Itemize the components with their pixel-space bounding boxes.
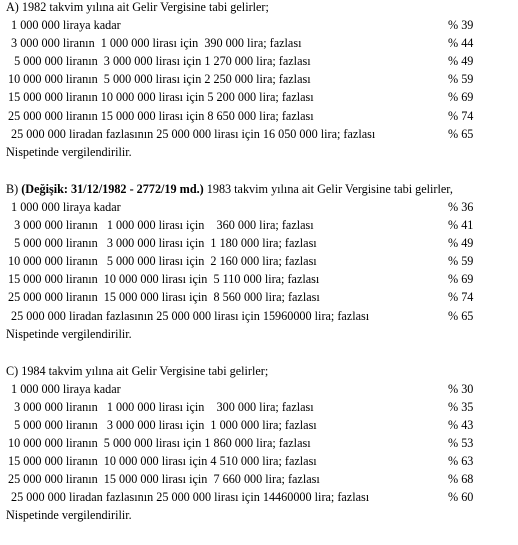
section-closing: Nispetinde vergilendirilir.: [6, 144, 132, 159]
bracket-text: 25 000 000 liradan fazlasının 25 000 000 lirası için 14460000 lira; fazlası: [8, 490, 370, 505]
bracket-rate: % 59: [448, 72, 474, 87]
amendment-note: (Değişik: 31/12/1982 - 2772/19 md.): [21, 181, 204, 196]
bracket-rate: % 49: [448, 236, 474, 251]
bracket-text: 25 000 000 liradan fazlasının 25 000 000 lirası için 15960000 lira; fazlası: [8, 308, 370, 323]
bracket-rate: % 69: [448, 90, 474, 105]
tax-bracket-row: [0, 288, 518, 306]
bracket-rate: % 35: [448, 399, 474, 414]
bracket-text: 15 000 000 liranın 10 000 000 lirası için 4 510 000 lira; fazlası: [8, 454, 317, 469]
bracket-rate: % 74: [448, 108, 474, 123]
bracket-rate: % 41: [448, 218, 474, 233]
tax-bracket-row: [0, 52, 518, 70]
bracket-rate: % 65: [448, 308, 474, 323]
section-a: [0, 0, 518, 161]
section-gap: [0, 161, 518, 180]
heading-prefix: B): [6, 181, 22, 196]
section-b: [0, 180, 518, 343]
tax-bracket-row: [0, 470, 518, 488]
bracket-rate: % 69: [448, 272, 474, 287]
bracket-text: 5 000 000 liranın 3 000 000 lirası için 1 180 000 lira; fazlası: [8, 236, 317, 251]
tax-bracket-row: [0, 434, 518, 452]
bracket-rate: % 53: [448, 436, 474, 451]
bracket-rate: % 74: [448, 290, 474, 305]
tax-bracket-row: [0, 34, 518, 52]
bracket-rate: % 39: [448, 18, 474, 33]
section-closing: Nispetinde vergilendirilir.: [6, 508, 132, 523]
bracket-text: 25 000 000 liradan fazlasının 25 000 000 lirası için 16 050 000 lira; fazlası: [8, 126, 376, 141]
section-heading: [0, 180, 518, 198]
bracket-rate: % 59: [448, 254, 474, 269]
section-heading: C) 1984 takvim yılına ait Gelir Vergisine tabi gelirler;: [6, 363, 269, 378]
tax-bracket-row: [0, 88, 518, 106]
tax-bracket-row: [0, 125, 518, 143]
bracket-text: 3 000 000 liranın 1 000 000 lirası için 360 000 lira; fazlası: [8, 218, 314, 233]
tax-bracket-row: [0, 307, 518, 325]
tax-bracket-row: [0, 488, 518, 506]
tax-bracket-row: [0, 107, 518, 125]
bracket-text: 10 000 000 liranın 5 000 000 lirası için 2 160 000 lira; fazlası: [8, 254, 317, 269]
tax-bracket-row: [0, 216, 518, 234]
bracket-text: 3 000 000 liranın 1 000 000 lirası için 300 000 lira; fazlası: [8, 399, 314, 414]
bracket-rate: % 68: [448, 472, 474, 487]
bracket-text: 25 000 000 liranın 15 000 000 lirası için 8 650 000 lira; fazlası: [8, 108, 314, 123]
bracket-text: 3 000 000 liranın 1 000 000 lirası için 390 000 lira; fazlası: [8, 36, 302, 51]
bracket-rate: % 44: [448, 36, 474, 51]
tax-bracket-row: [0, 16, 518, 34]
tax-bracket-row: [0, 234, 518, 252]
bracket-text: 10 000 000 liranın 5 000 000 lirası için 1 860 000 lira; fazlası: [8, 436, 311, 451]
bracket-text: 15 000 000 liranın 10 000 000 lirası için 5 110 000 lira; fazlası: [8, 272, 320, 287]
tax-bracket-row: [0, 198, 518, 216]
section-closing: Nispetinde vergilendirilir.: [6, 326, 132, 341]
bracket-rate: % 30: [448, 381, 474, 396]
tax-bracket-row: [0, 270, 518, 288]
bracket-text: 25 000 000 liranın 15 000 000 lirası için 8 560 000 lira; fazlası: [8, 290, 320, 305]
section-gap: [0, 343, 518, 362]
bracket-text: 10 000 000 liranın 5 000 000 lirası için 2 250 000 lira; fazlası: [8, 72, 311, 87]
tax-bracket-row: [0, 452, 518, 470]
tax-bracket-row: [0, 380, 518, 398]
bracket-text: 1 000 000 liraya kadar: [8, 381, 121, 396]
bracket-rate: % 36: [448, 199, 474, 214]
section-c: [0, 362, 518, 525]
tax-bracket-row: [0, 416, 518, 434]
bracket-rate: % 60: [448, 490, 474, 505]
bracket-text: 5 000 000 liranın 3 000 000 lirası için 1 000 000 lira; fazlası: [8, 417, 317, 432]
bracket-text: 5 000 000 liranın 3 000 000 lirası için 1 270 000 lira; fazlası: [8, 54, 311, 69]
bracket-text: 15 000 000 liranın 10 000 000 lirası için 5 200 000 lira; fazlası: [8, 90, 314, 105]
section-heading: A) 1982 takvim yılına ait Gelir Vergisine tabi gelirler;: [6, 0, 269, 14]
tax-bracket-row: [0, 398, 518, 416]
tax-bracket-row: [0, 252, 518, 270]
bracket-rate: % 43: [448, 417, 474, 432]
bracket-text: 1 000 000 liraya kadar: [8, 199, 121, 214]
tax-bracket-row: [0, 70, 518, 88]
bracket-text: 25 000 000 liranın 15 000 000 lirası için 7 660 000 lira; fazlası: [8, 472, 320, 487]
bracket-rate: % 63: [448, 454, 474, 469]
bracket-text: 1 000 000 liraya kadar: [8, 18, 121, 33]
bracket-rate: % 65: [448, 126, 474, 141]
heading-rest: 1983 takvim yılına ait Gelir Vergisine tabi gelirler,: [203, 181, 453, 196]
bracket-rate: % 49: [448, 54, 474, 69]
